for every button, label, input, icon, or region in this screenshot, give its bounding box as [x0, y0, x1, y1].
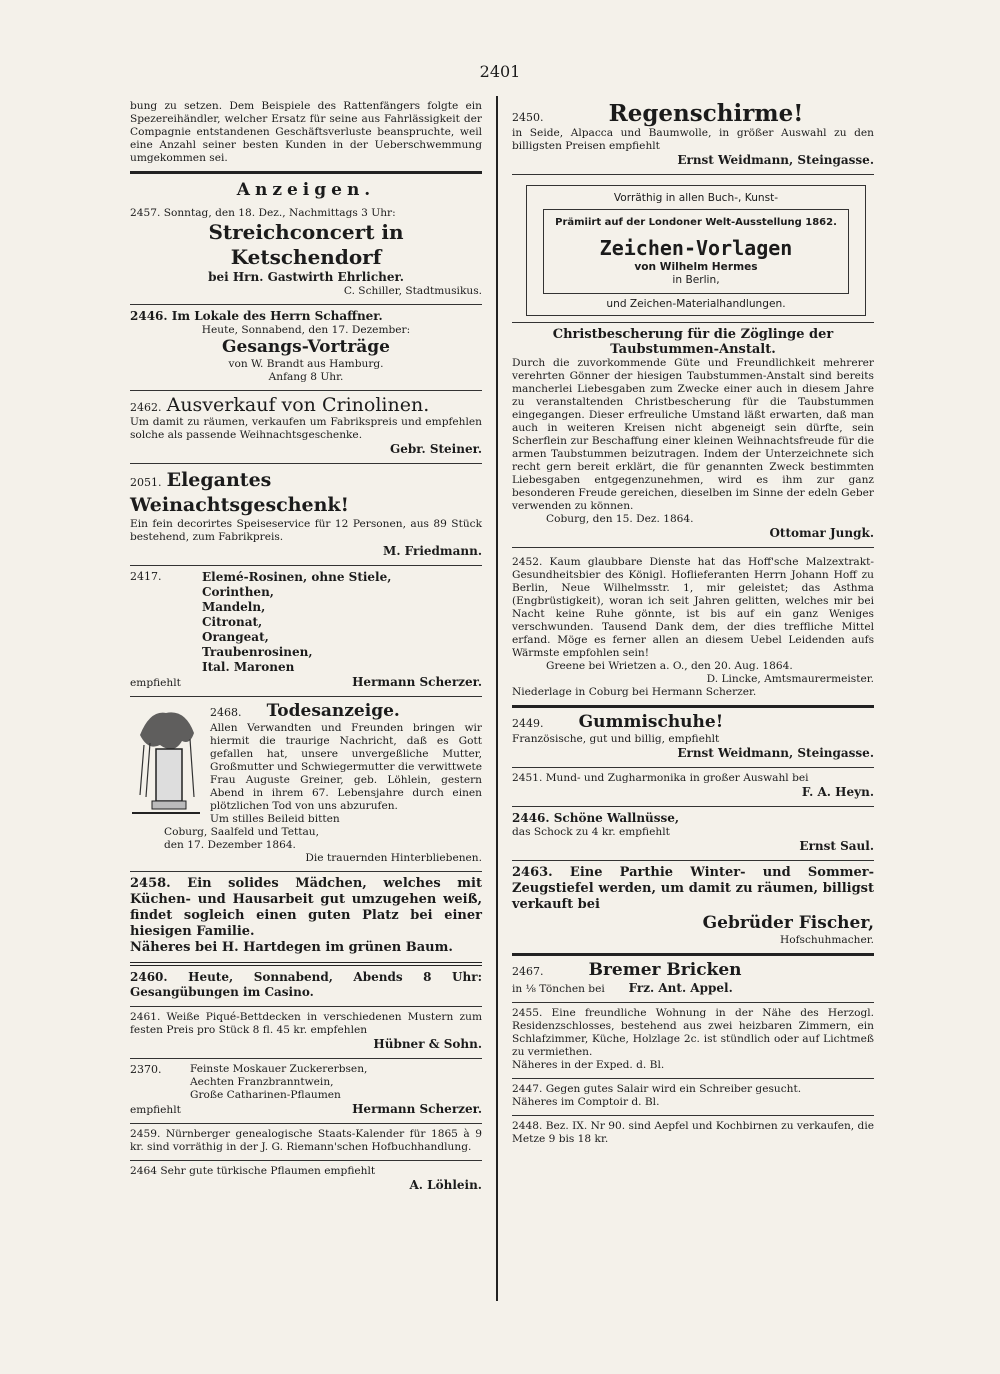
ad-2458: 2458. Ein solides Mädchen, welches mit Küchen- und Hausarbeit gut umzugehen weiß, findet sogleich einen guten Platz bei einer hiesigen Familie. Näheres bei H. Hartdegen im grünen Baum. [130, 872, 482, 966]
list-item: Elemé-Rosinen, ohne Stiele, [202, 570, 392, 584]
ad-2461: 2461. Weiße Piqué-Bettdecken in verschiedenen Mustern zum festen Preis pro Stück 8 fl. 45 kr. empfehlen Hübner & Sohn. [130, 1007, 482, 1059]
zeichen-inner-frame: Prämiirt auf der Londoner Welt-Ausstellung 1862. Zeichen-Vorlagen von Wilhelm Hermes in Berlin, [543, 209, 849, 294]
list-item: Feinste Moskauer Zuckererbsen, [190, 1063, 368, 1075]
ad-2464: 2464 Sehr gute türkische Pflaumen empfiehlt A. Löhlein. [130, 1165, 482, 1192]
zeichen-vorlagen-box: Vorräthig in allen Buch-, Kunst- Prämiirt auf der Londoner Welt-Ausstellung 1862. Zeichen-Vorlagen von Wilhelm Hermes in Berlin, und Zeichen-Materialhandlungen. [526, 185, 866, 316]
ad-2460: 2460. Heute, Sonnabend, Abends 8 Uhr: Gesangübungen im Casino. [130, 966, 482, 1007]
ad-2051: 2051. Elegantes Weinachtsgeschenk! Ein fein decorirtes Speiseservice für 12 Personen, aus 89 Stück bestehend, zum Fabrikpreis. M. Friedmann. [130, 464, 482, 566]
right-column [512, 96, 874, 1152]
ad-2467: 2467. Bremer Bricken in ⅛ Tönchen bei Frz. Ant. Appel. [512, 956, 874, 1003]
ad-2447: 2447. Gegen gutes Salair wird ein Schreiber gesucht. Näheres im Comptoir d. Bl. [512, 1079, 874, 1116]
ads-heading: Anzeigen. [236, 180, 376, 200]
ad-2451: 2451. Mund- und Zugharmonika in großer Auswahl bei F. A. Heyn. [512, 768, 874, 807]
ad-2455: 2455. Eine freundliche Wohnung in der Nähe des Herzogl. Residenzschlosses, bestehend aus zwei heizbaren Zimmern, ein Schlafzimmer, Küche, Holzlage 2c. ist stündlich oder auf Lichtmeß zu vermiethen. Näheres in der Exped. d. Bl. [512, 1003, 874, 1079]
list-item: Aechten Franzbranntwein, [190, 1076, 334, 1088]
ad-2450: 2450. Regenschirme! in Seide, Alpacca und Baumwolle, in größer Auswahl zu den billigsten Preisen empfiehlt Ernst Weidmann, Steingasse. [512, 96, 874, 175]
ad-2370: 2370. Feinste Moskauer Zuckererbsen, Aechten Franzbranntwein, Große Catharinen-Pflaumen empfiehlt Hermann Scherzer. [130, 1059, 482, 1124]
list-item: Traubenrosinen, [202, 645, 313, 659]
ad-2463: 2463. Eine Parthie Winter- und Sommer-Zeugstiefel werden, um damit zu räumen, billigst verkauft bei Gebrüder Fischer, Hofschuhmacher. [512, 861, 874, 956]
memorial-illustration [130, 705, 202, 817]
ad-2446-nuts: 2446. Schöne Wallnüsse, das Schock zu 4 kr. empfiehlt Ernst Saul. [512, 807, 874, 861]
ad-2417: 2417. Elemé-Rosinen, ohne Stiele, Corinthen, Mandeln, Citronat, Orangeat, Traubenrosinen, Ital. Maronen empfiehlt Hermann Scherzer. [130, 566, 482, 697]
list-item: Orangeat, [202, 630, 269, 644]
ad-2448: 2448. Bez. IX. Nr 90. sind Aepfel und Kochbirnen zu verkaufen, die Metze 9 bis 18 kr. [512, 1120, 874, 1145]
list-item: Citronat, [202, 615, 263, 629]
column-divider [496, 96, 498, 1301]
continuation-text: bung zu setzen. Dem Beispiele des Rattenfängers folgte ein Spezereihändler, welcher Ersatz für seine aus Fahrlässigkeit der Compagnie entstandenen Geschäftsverluste beanspruchte, weil eine Anzahl seiner besten Kunden in der Ueberschwemmung umgekommen sei. [130, 96, 482, 174]
list-item: Große Catharinen-Pflaumen [190, 1089, 341, 1101]
left-column [130, 96, 482, 1199]
page-number: 2401 [479, 62, 521, 81]
ad-2457: 2457. Sonntag, den 18. Dez., Nachmittags 3 Uhr: Streichconcert in Ketschendorf bei Hrn. Gastwirth Ehrlicher. C. Schiller, Stadtmusikus. [130, 203, 482, 305]
ad-2459: 2459. Nürnberger genealogische Staats-Kalender für 1865 à 9 kr. sind vorräthig in der J. G. Riemann'schen Hofbuchhandlung. [130, 1124, 482, 1161]
list-item: Mandeln, [202, 600, 266, 614]
list-item: Ital. Maronen [202, 660, 295, 674]
ad-2468: 2468. Todesanzeige. Allen Verwandten und Freunden bringen wir hiermit die traurige Nachricht, daß es Gott gefallen hat, unsere unvergeßliche Mutter, Großmutter und Schwiegermutter die verwittwete Frau Auguste Greiner, geb. Löhlein, gestern Abend in ihrem 67. Lebensjahre durch einen plötzlichen Tod von uns abzurufen. Um stilles Beileid bitten Coburg, Saalfeld und Tettau, den 17. Dezember 1864. Die trauernden Hinterbliebenen. [130, 697, 482, 872]
ad-2462: 2462. Ausverkauf von Crinolinen. Um damit zu räumen, verkaufen um Fabrikspreis und empfehlen solche als passende Weihnachtsgeschenke. Gebr. Steiner. [130, 391, 482, 464]
ad-2449: 2449. Gummischuhe! Französische, gut und billig, empfiehlt Ernst Weidmann, Steingasse. [512, 708, 874, 768]
ad-2452: 2452. Kaum glaubbare Dienste hat das Hoff'sche Malzextrakt-Gesundheitsbier des Königl. Hoflieferanten Herrn Johann Hoff zu Berlin, Neue Wilhelmsstr. 1, mir geleistet; das Asthma (Engbrüstigkeit), woran ich seit Jahren gelitten, welches mir bei Nacht keine Ruhe gönnte, ist bis auf ein ganz Weniges verschwunden. Tausend Dank dem, der dies treffliche Mittel erfand. Möge es ferner allen an diesem Uebel Leidenden aufs Wärmste empfohlen sein! Greene bei Wrietzen a. O., den 20. Aug. 1864. D. Lincke, Amtsmaurermeister. Niederlage in Coburg bei Hermann Scherzer. [512, 548, 874, 708]
ad-2446: 2446. Im Lokale des Herrn Schaffner. Heute, Sonnabend, den 17. Dezember: Gesangs-Vorträge von W. Brandt aus Hamburg. Anfang 8 Uhr. [130, 305, 482, 391]
list-item: Corinthen, [202, 585, 274, 599]
christbescherung-notice: Christbescherung für die Zöglinge der Taubstummen-Anstalt. Durch die zuvorkommende Güte und Freundlichkeit mehrerer verehrten Gönner der hiesigen Taubstummen-Anstalt sind bereits mancherlei Liebesgaben zum Zwecke einer auch in diesem Jahre zu veranstaltenden Christbescherung für die Taubstummen eingegangen. Dieser erfreuliche Umstand läßt erwarten, daß man auch in weiteren Kreisen nicht abgeneigt sein dürfte, sein Scherflein zur Beschaffung einer kleinen Weihnachtsfreude für die armen Taubstummen beizutragen. Indem der Unterzeichnete sich recht gern bereit erklärt, die für genannten Zweck bestimmten Liebesgaben entgegenzunehmen, wird es ihm zur ganz besonderen Freude gereichen, dieselben im Sinne der edeln Geber verwenden zu können. Coburg, den 15. Dez. 1864. Ottomar Jungk. [512, 323, 874, 548]
